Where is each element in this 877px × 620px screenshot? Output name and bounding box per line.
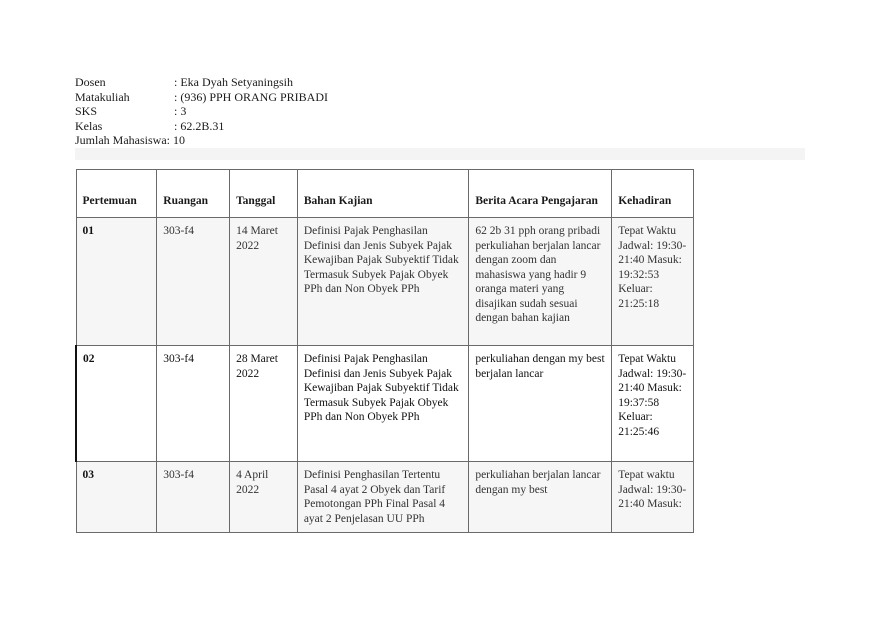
cell-berita-acara: 62 2b 31 pph orang pribadi perkuliahan berjalan lancar dengan zoom dan mahasiswa yang hadir 9 oranga materi yang disajikan sudah sesuai dengan bahan kajian: [469, 218, 612, 346]
kelas-label: Kelas: [75, 118, 103, 133]
header-kehadiran: Kehadiran: [612, 170, 694, 218]
cell-ruangan: 303-f4: [157, 346, 230, 462]
jumlah-label: Jumlah Mahasiswa: [75, 133, 167, 147]
cell-kehadiran: Tepat waktu Jadwal: 19:30-21:40 Masuk:: [612, 462, 694, 533]
schedule-table: [75, 169, 694, 533]
header-berita-acara: Berita Acara Pengajaran: [469, 170, 612, 218]
sks-row: [75, 104, 328, 119]
dosen-label: Dosen: [75, 75, 106, 89]
cell-tanggal: 28 Maret 2022: [230, 346, 298, 462]
header-bahan-kajian: Bahan Kajian: [297, 170, 468, 218]
separator-band: [75, 148, 805, 160]
table-row: [76, 462, 694, 533]
dosen-value: : Eka Dyah Setyaningsih: [174, 75, 293, 89]
header-pertemuan: Pertemuan: [76, 170, 157, 218]
matakuliah-label: Matakuliah: [75, 89, 130, 104]
cell-bahan-kajian: Definisi Penghasilan Tertentu Pasal 4 ayat 2 Obyek dan Tarif Pemotongan PPh Final Pasal 4 ayat 2 Penjelasan UU PPh: [297, 462, 468, 533]
table-header-row: [76, 170, 694, 218]
jumlah-value: : 10: [166, 133, 185, 147]
dosen-row: [75, 75, 328, 90]
cell-berita-acara: perkuliahan berjalan lancar dengan my best: [469, 462, 612, 533]
cell-ruangan: 303-f4: [157, 462, 230, 533]
cell-ruangan: 303-f4: [157, 218, 230, 346]
cell-tanggal: 4 April 2022: [230, 462, 298, 533]
kelas-row: [75, 119, 328, 134]
header-tanggal: Tanggal: [230, 170, 298, 218]
course-info: [75, 75, 328, 148]
table-row: [76, 346, 694, 462]
cell-kehadiran: Tepat Waktu Jadwal: 19:30-21:40 Masuk: 19:37:58 Keluar: 21:25:46: [612, 346, 694, 462]
cell-pertemuan: 01: [76, 218, 157, 346]
kelas-value: : 62.2B.31: [174, 118, 225, 133]
cell-bahan-kajian: Definisi Pajak Penghasilan Definisi dan Jenis Subyek Pajak Kewajiban Pajak Subyektif Tidak Termasuk Subyek Pajak Obyek PPh dan Non Obyek PPh: [297, 218, 468, 346]
cell-bahan-kajian: Definisi Pajak Penghasilan Definisi dan Jenis Subyek Pajak Kewajiban Pajak Subyektif Tidak Termasuk Subyek Pajak Obyek PPh dan Non Obyek PPh: [297, 346, 468, 462]
header-ruangan: Ruangan: [157, 170, 230, 218]
cell-berita-acara: perkuliahan dengan my best berjalan lancar: [469, 346, 612, 462]
cell-tanggal: 14 Maret 2022: [230, 218, 298, 346]
cell-pertemuan: 02: [76, 346, 157, 462]
sks-value: : 3: [174, 104, 187, 118]
cell-kehadiran: Tepat Waktu Jadwal: 19:30-21:40 Masuk: 19:32:53 Keluar: 21:25:18: [612, 218, 694, 346]
matakuliah-value: : (936) PPH ORANG PRIBADI: [174, 89, 329, 104]
sks-label: SKS: [75, 104, 98, 118]
table-row: [76, 218, 694, 346]
jumlah-row: [75, 133, 328, 148]
matakuliah-row: [75, 90, 328, 105]
cell-pertemuan: 03: [76, 462, 157, 533]
